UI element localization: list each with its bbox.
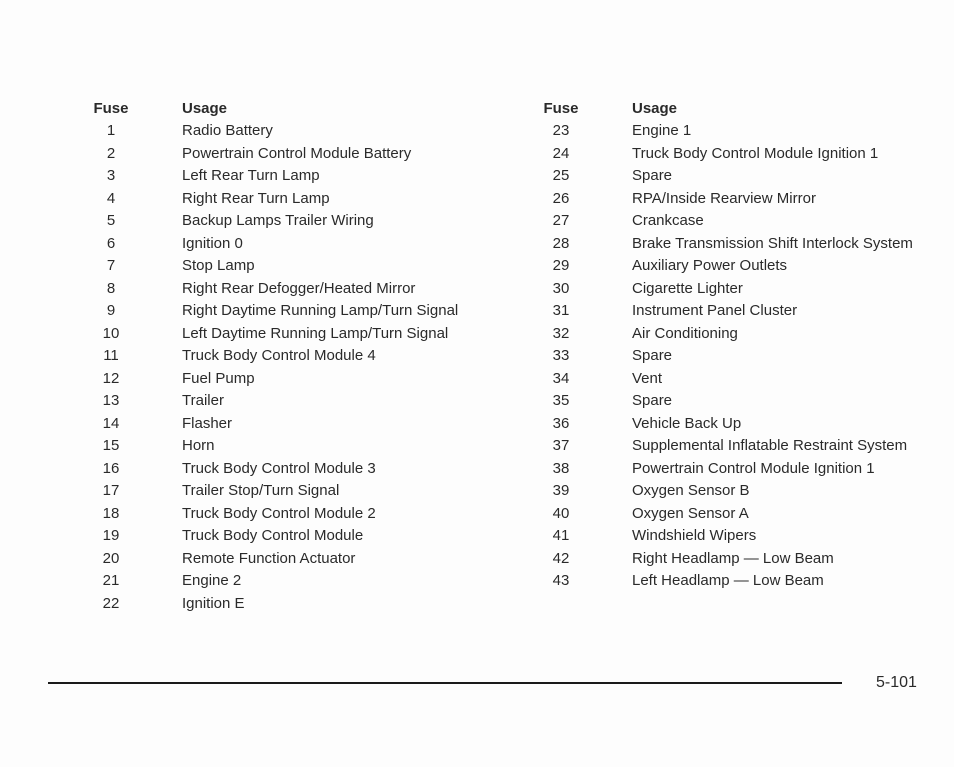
fuse-number: 40 [552, 504, 570, 522]
fuse-usage: Right Headlamp — Low Beam [632, 549, 834, 567]
fuse-table-left [82, 98, 462, 615]
fuse-number: 34 [552, 369, 570, 387]
table-row [82, 278, 462, 299]
fuse-number: 11 [103, 347, 119, 364]
fuse-number: 27 [552, 212, 570, 229]
fuse-number: 24 [552, 144, 570, 162]
fuse-number: 26 [552, 189, 570, 207]
usage-column-header: Usage [632, 100, 678, 117]
fuse-number: 38 [552, 459, 570, 477]
fuse-usage: Ignition E [182, 594, 245, 612]
fuse-usage: Auxiliary Power Outlets [632, 257, 788, 274]
fuse-usage: Fuel Pump [182, 369, 255, 387]
fuse-usage: Vehicle Back Up [632, 414, 742, 432]
fuse-usage: Trailer Stop/Turn Signal [182, 482, 340, 499]
fuse-usage: Truck Body Control Module 4 [182, 347, 376, 364]
table-row [532, 345, 922, 366]
fuse-number: 18 [102, 504, 120, 522]
table-row [532, 413, 922, 434]
fuse-column-header: Fuse [543, 100, 579, 117]
table-row [82, 458, 462, 479]
table-row [532, 300, 922, 321]
table-row [82, 548, 462, 569]
fuse-usage: Right Daytime Running Lamp/Turn Signal [182, 302, 459, 319]
fuse-number: 29 [552, 257, 570, 274]
table-row [532, 390, 922, 411]
table-row [82, 593, 462, 614]
table-header [532, 98, 922, 120]
fuse-number: 12 [102, 369, 120, 387]
fuse-number: 20 [102, 549, 120, 567]
table-row [82, 570, 462, 591]
page-number: 5-101 [876, 674, 917, 691]
fuse-usage: Engine 2 [182, 572, 242, 589]
fuse-number: 21 [102, 572, 120, 589]
fuse-table-right [532, 98, 922, 593]
fuse-usage: Powertrain Control Module Ignition 1 [632, 459, 875, 477]
table-row [532, 233, 922, 254]
table-row [82, 210, 462, 231]
fuse-number: 9 [106, 302, 116, 319]
fuse-usage: Truck Body Control Module 3 [182, 459, 376, 477]
table-row [532, 458, 922, 479]
fuse-usage: RPA/Inside Rearview Mirror [632, 189, 816, 207]
fuse-usage: Instrument Panel Cluster [632, 302, 798, 319]
fuse-usage: Air Conditioning [632, 324, 738, 342]
fuse-number: 31 [552, 302, 570, 319]
fuse-usage: Engine 1 [632, 122, 692, 139]
fuse-number: 3 [106, 167, 116, 184]
fuse-usage: Brake Transmission Shift Interlock System [632, 234, 913, 252]
table-row [82, 413, 462, 434]
fuse-usage: Left Daytime Running Lamp/Turn Signal [182, 324, 449, 342]
table-row [82, 233, 462, 254]
fuse-rows-left [82, 120, 462, 614]
fuse-number: 13 [102, 392, 120, 409]
fuse-usage: Oxygen Sensor A [632, 504, 749, 522]
fuse-usage: Truck Body Control Module 2 [182, 504, 376, 522]
fuse-usage: Crankcase [632, 212, 704, 229]
fuse-usage: Stop Lamp [182, 257, 255, 274]
fuse-number: 33 [552, 347, 570, 364]
fuse-usage: Spare [632, 392, 673, 409]
table-row [532, 120, 922, 141]
table-row [82, 435, 462, 456]
fuse-number: 19 [102, 527, 120, 544]
table-row [82, 165, 462, 186]
table-row [532, 368, 922, 389]
table-row [532, 503, 922, 524]
table-header [82, 98, 462, 120]
table-row [82, 255, 462, 276]
table-row [532, 210, 922, 231]
fuse-number: 35 [552, 392, 570, 409]
fuse-number: 15 [102, 437, 120, 454]
fuse-usage: Trailer [182, 392, 224, 409]
fuse-usage: Spare [632, 167, 673, 184]
table-row [82, 188, 462, 209]
fuse-number: 28 [552, 234, 570, 252]
fuse-number: 17 [102, 482, 120, 499]
table-row [82, 323, 462, 344]
footer-rule [48, 682, 842, 684]
fuse-usage: Windshield Wipers [632, 527, 757, 544]
fuse-column-header: Fuse [93, 100, 129, 117]
fuse-usage: Truck Body Control Module Ignition 1 [632, 144, 879, 162]
table-row [82, 345, 462, 366]
fuse-number: 22 [102, 594, 120, 612]
usage-column-header: Usage [182, 100, 228, 117]
table-row [82, 503, 462, 524]
table-row [532, 548, 922, 569]
fuse-number: 43 [552, 572, 570, 589]
fuse-usage: Horn [182, 437, 215, 454]
fuse-number: 41 [552, 527, 570, 544]
fuse-usage: Radio Battery [182, 122, 273, 139]
fuse-number: 4 [106, 189, 116, 207]
table-row [82, 143, 462, 164]
table-row [532, 143, 922, 164]
fuse-number: 10 [102, 324, 120, 342]
table-row [82, 120, 462, 141]
fuse-number: 37 [552, 437, 570, 454]
fuse-number: 23 [552, 122, 570, 139]
fuse-usage: Oxygen Sensor B [632, 482, 750, 499]
fuse-usage: Cigarette Lighter [632, 279, 743, 297]
fuse-usage: Backup Lamps Trailer Wiring [182, 212, 374, 229]
fuse-usage: Right Rear Defogger/Heated Mirror [182, 279, 416, 297]
fuse-number: 14 [102, 414, 120, 432]
fuse-rows-right [532, 120, 922, 591]
fuse-number: 16 [102, 459, 120, 477]
fuse-usage: Left Headlamp — Low Beam [632, 572, 824, 589]
table-row [82, 525, 462, 546]
fuse-number: 30 [552, 279, 570, 297]
table-row [532, 188, 922, 209]
fuse-number: 2 [106, 144, 116, 162]
fuse-number: 7 [106, 257, 116, 274]
fuse-number: 39 [552, 482, 570, 499]
fuse-number: 6 [106, 234, 116, 252]
fuse-usage: Remote Function Actuator [182, 549, 356, 567]
table-row [82, 480, 462, 501]
fuse-number: 8 [106, 279, 116, 297]
table-row [532, 278, 922, 299]
table-row [82, 368, 462, 389]
fuse-usage: Truck Body Control Module [182, 527, 364, 544]
fuse-number: 32 [552, 324, 570, 342]
table-row [82, 300, 462, 321]
fuse-usage: Ignition 0 [182, 234, 243, 252]
table-row [532, 570, 922, 591]
fuse-usage: Powertrain Control Module Battery [182, 144, 412, 162]
fuse-usage: Supplemental Inflatable Restraint System [632, 437, 908, 454]
fuse-usage: Left Rear Turn Lamp [182, 167, 320, 184]
table-row [532, 480, 922, 501]
fuse-number: 42 [552, 549, 570, 567]
fuse-usage: Vent [632, 369, 663, 387]
fuse-usage: Spare [632, 347, 673, 364]
table-row [532, 435, 922, 456]
table-row [532, 255, 922, 276]
fuse-number: 1 [106, 122, 116, 139]
table-row [532, 165, 922, 186]
fuse-number: 36 [552, 414, 570, 432]
fuse-number: 5 [106, 212, 116, 229]
table-row [532, 323, 922, 344]
fuse-number: 25 [552, 167, 570, 184]
fuse-usage: Right Rear Turn Lamp [182, 189, 330, 207]
table-row [532, 525, 922, 546]
fuse-usage: Flasher [182, 414, 233, 432]
table-row [82, 390, 462, 411]
